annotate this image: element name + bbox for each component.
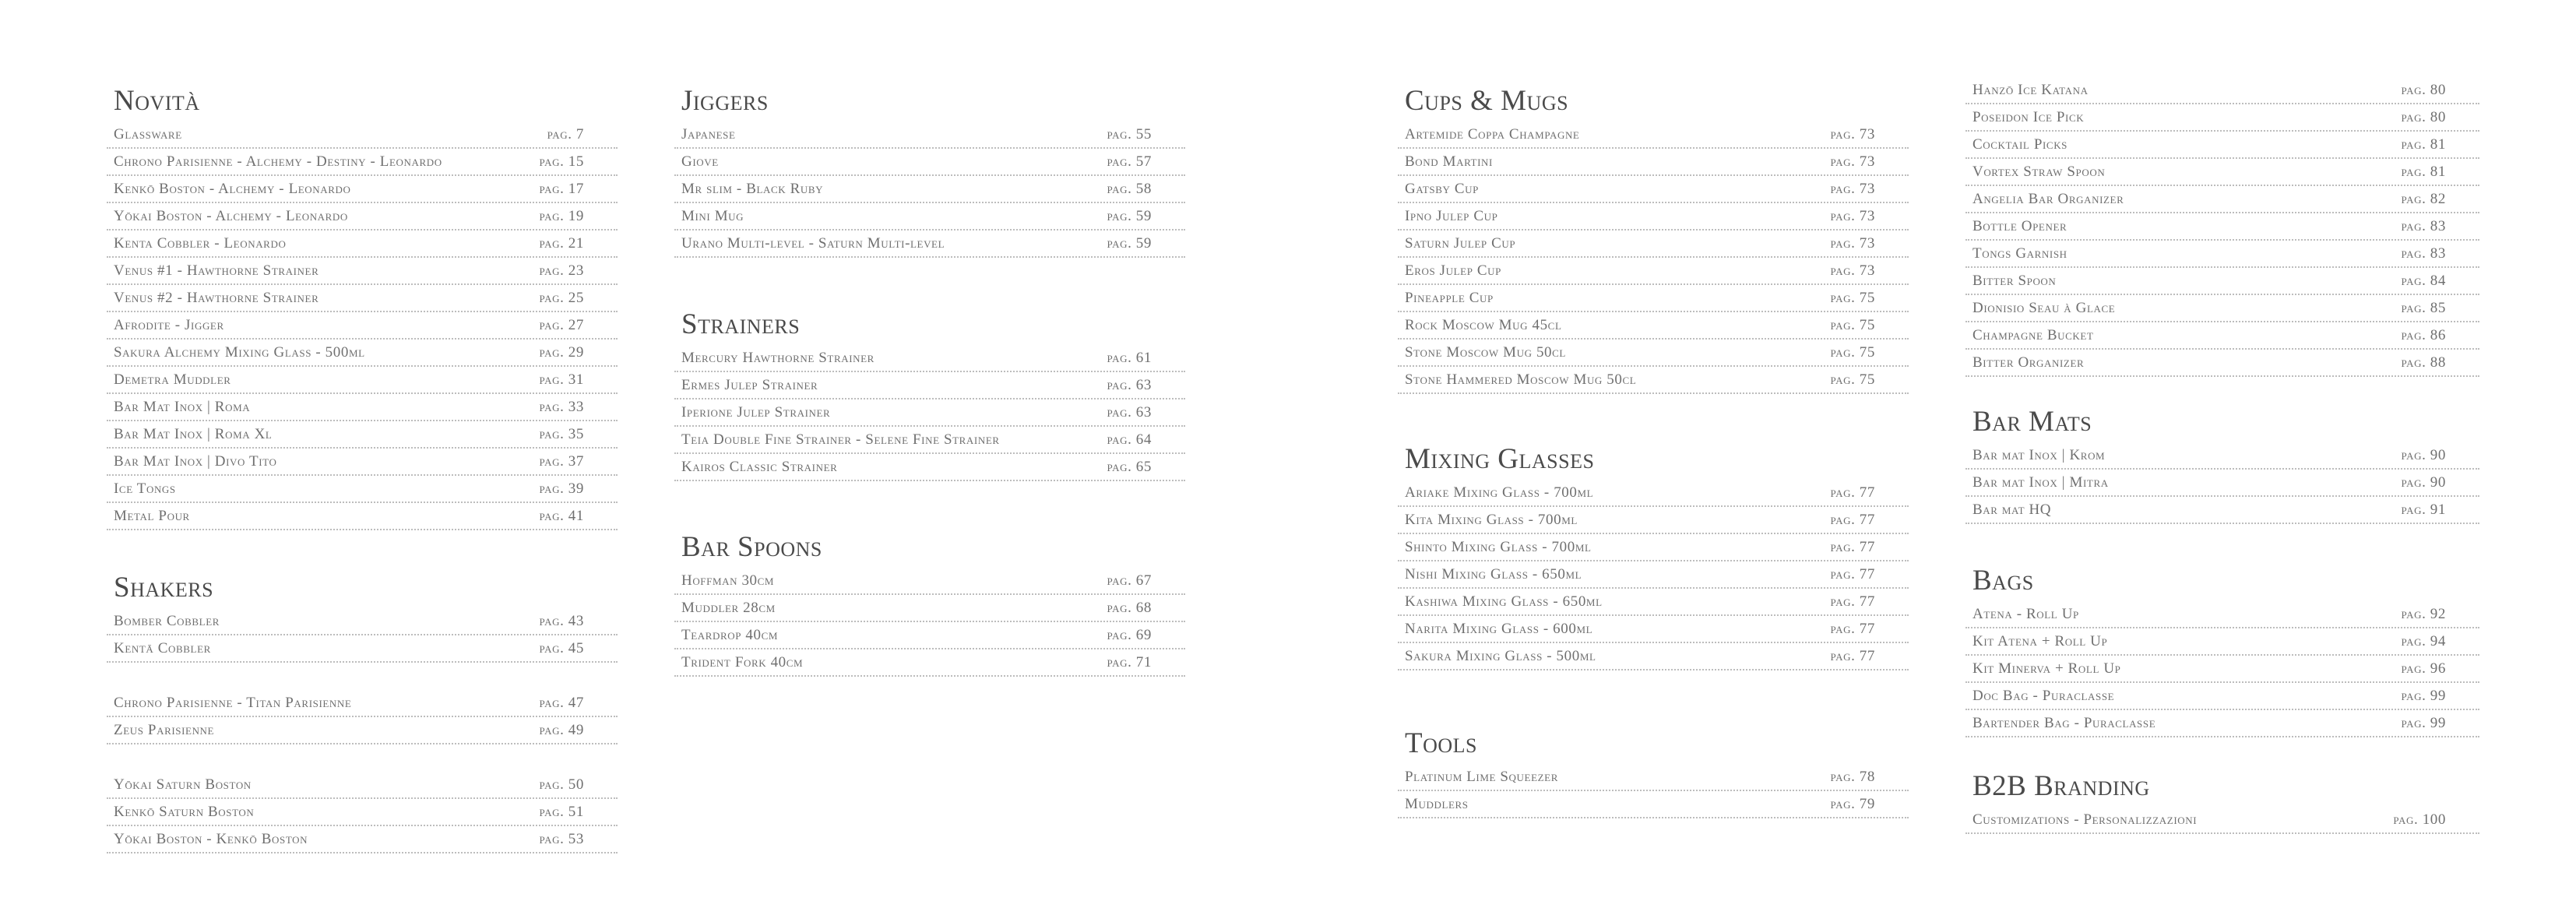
entry-name: Poseidon Ice Pick xyxy=(1972,109,2085,125)
entry-name: Yōkai Boston - Alchemy - Leonardo xyxy=(114,208,348,224)
index-entry xyxy=(1398,176,1909,203)
entry-name: Bar mat Inox | Krom xyxy=(1972,447,2106,463)
section-bar-spoons xyxy=(674,532,1185,677)
entry-page-number: pag. 59 xyxy=(1107,235,1152,252)
entry-name: Hoffman 30cm xyxy=(681,572,775,589)
entry-page-number: pag. 43 xyxy=(539,613,584,629)
entry-page-number: pag. 15 xyxy=(539,153,584,170)
index-entry xyxy=(1965,159,2479,186)
entry-page-number: pag. 49 xyxy=(539,722,584,738)
index-entry xyxy=(107,717,618,744)
entry-page-number: pag. 75 xyxy=(1830,317,1875,333)
entry-page-number: pag. 96 xyxy=(2401,660,2446,677)
entry-name: Kenta Cobbler - Leonardo xyxy=(114,235,287,252)
index-entry xyxy=(1398,285,1909,312)
section-bar-mats xyxy=(1965,406,2479,524)
entry-name: Zeus Parisienne xyxy=(114,722,215,738)
entry-page-number: pag. 88 xyxy=(2401,354,2446,371)
section-b2b-branding xyxy=(1965,771,2479,834)
entry-page-number: pag. 61 xyxy=(1107,350,1152,366)
index-entry xyxy=(1965,628,2479,656)
entry-name: Muddler 28cm xyxy=(681,600,776,616)
entry-page-number: pag. 57 xyxy=(1107,153,1152,170)
section-title: Tools xyxy=(1405,727,1477,759)
entry-page-number: pag. 78 xyxy=(1830,769,1875,785)
index-entry xyxy=(107,690,618,717)
index-entry xyxy=(107,258,618,285)
entry-name: Tongs Garnish xyxy=(1972,245,2067,262)
section-novita xyxy=(107,86,618,530)
entry-name: Pineapple Cup xyxy=(1405,290,1494,306)
index-entry xyxy=(107,449,618,476)
entry-name: Yōkai Saturn Boston xyxy=(114,776,252,793)
row-spacer xyxy=(107,744,618,772)
index-entry xyxy=(1965,213,2479,241)
entry-name: Narita Mixing Glass - 600ml xyxy=(1405,621,1593,637)
entry-name: Kairos Classic Strainer xyxy=(681,459,838,475)
index-entry xyxy=(107,826,618,853)
entry-name: Dionisio Seau à Glace xyxy=(1972,300,2116,316)
entry-page-number: pag. 58 xyxy=(1107,181,1152,197)
section-title: Cups & Mugs xyxy=(1405,85,1569,117)
entry-name: Sakura Alchemy Mixing Glass - 500ml xyxy=(114,344,365,361)
section-title: Bar Mats xyxy=(1972,406,2092,438)
index-entry xyxy=(1965,470,2479,497)
entry-page-number: pag. 84 xyxy=(2401,273,2446,289)
index-entry xyxy=(1398,480,1909,507)
entry-name: Chrono Parisienne - Titan Parisienne xyxy=(114,695,352,711)
entry-name: Urano Multi-level - Saturn Multi-level xyxy=(681,235,945,252)
entry-name: Glassware xyxy=(114,126,182,143)
index-entry xyxy=(107,608,618,635)
section-title: Shakers xyxy=(114,572,214,604)
index-entry xyxy=(1398,791,1909,818)
entry-name: Nishi Mixing Glass - 650ml xyxy=(1405,566,1582,582)
entry-page-number: pag. 81 xyxy=(2401,136,2446,153)
entry-name: Kashiwa Mixing Glass - 650ml xyxy=(1405,593,1603,610)
entry-page-number: pag. 64 xyxy=(1107,431,1152,448)
entry-name: Venus #2 - Hawthorne Strainer xyxy=(114,290,319,306)
entry-name: Sakura Mixing Glass - 500ml xyxy=(1405,648,1596,664)
entry-page-number: pag. 100 xyxy=(2393,811,2446,828)
entry-name: Mercury Hawthorne Strainer xyxy=(681,350,875,366)
entry-page-number: pag. 77 xyxy=(1830,621,1875,637)
index-entry xyxy=(1398,643,1909,670)
entry-page-number: pag. 99 xyxy=(2401,688,2446,704)
index-entry xyxy=(1965,350,2479,377)
entry-page-number: pag. 45 xyxy=(539,640,584,656)
entry-name: Ariake Mixing Glass - 700ml xyxy=(1405,484,1594,501)
entry-page-number: pag. 51 xyxy=(539,804,584,820)
entry-page-number: pag. 27 xyxy=(539,317,584,333)
index-entry xyxy=(107,635,618,663)
entry-page-number: pag. 99 xyxy=(2401,715,2446,731)
entry-name: Kenkō Saturn Boston xyxy=(114,804,255,820)
index-entry xyxy=(107,231,618,258)
index-entry xyxy=(1398,764,1909,791)
entry-name: Bar Mat Inox | Roma Xl xyxy=(114,426,273,442)
index-entry xyxy=(107,772,618,799)
section-title: Jiggers xyxy=(681,85,769,117)
entry-page-number: pag. 82 xyxy=(2401,191,2446,207)
entry-page-number: pag. 73 xyxy=(1830,262,1875,279)
index-entry xyxy=(107,367,618,394)
index-entry xyxy=(1398,589,1909,616)
index-entry xyxy=(1965,186,2479,213)
entry-name: Kentā Cobbler xyxy=(114,640,211,656)
entry-name: Japanese xyxy=(681,126,736,143)
index-entry xyxy=(1965,104,2479,132)
entry-name: Trident Fork 40cm xyxy=(681,654,804,670)
index-entry xyxy=(107,176,618,203)
index-entry xyxy=(107,394,618,421)
entry-page-number: pag. 81 xyxy=(2401,164,2446,180)
index-entry xyxy=(107,312,618,340)
index-entry xyxy=(107,799,618,826)
entry-page-number: pag. 71 xyxy=(1107,654,1152,670)
entry-name: Customizations - Personalizzazioni xyxy=(1972,811,2198,828)
index-entry xyxy=(1398,312,1909,340)
entry-page-number: pag. 77 xyxy=(1830,539,1875,555)
section-cups-mugs xyxy=(1398,86,1909,394)
index-entry xyxy=(107,285,618,312)
entry-name: Doc Bag - Puraclasse xyxy=(1972,688,2115,704)
index-entry xyxy=(107,503,618,530)
entry-page-number: pag. 77 xyxy=(1830,512,1875,528)
index-entry xyxy=(1398,121,1909,149)
entry-name: Chrono Parisienne - Alchemy - Destiny - Leonardo xyxy=(114,153,442,170)
entry-page-number: pag. 77 xyxy=(1830,484,1875,501)
entry-name: Teardrop 40cm xyxy=(681,627,779,643)
entry-page-number: pag. 33 xyxy=(539,399,584,415)
entry-name: Venus #1 - Hawthorne Strainer xyxy=(114,262,319,279)
index-entry xyxy=(1398,340,1909,367)
index-entry xyxy=(674,372,1185,399)
entry-name: Bitter Organizer xyxy=(1972,354,2085,371)
entry-page-number: pag. 91 xyxy=(2401,502,2446,518)
entry-name: Bar mat Inox | Mitra xyxy=(1972,474,2109,491)
entry-name: Bottle Opener xyxy=(1972,218,2067,234)
entry-page-number: pag. 80 xyxy=(2401,109,2446,125)
entry-page-number: pag. 79 xyxy=(1830,796,1875,812)
entry-page-number: pag. 75 xyxy=(1830,371,1875,388)
index-entry xyxy=(107,121,618,149)
entry-name: Cocktail Picks xyxy=(1972,136,2068,153)
index-entry xyxy=(1965,295,2479,322)
entry-page-number: pag. 73 xyxy=(1830,153,1875,170)
index-entry xyxy=(1965,497,2479,524)
index-entry xyxy=(107,203,618,231)
entry-name: Giove xyxy=(681,153,719,170)
entry-page-number: pag. 86 xyxy=(2401,327,2446,343)
entry-name: Shinto Mixing Glass - 700ml xyxy=(1405,539,1592,555)
entry-page-number: pag. 19 xyxy=(539,208,584,224)
entry-page-number: pag. 17 xyxy=(539,181,584,197)
entry-page-number: pag. 94 xyxy=(2401,633,2446,649)
entry-name: Yōkai Boston - Kenkō Boston xyxy=(114,831,308,847)
entry-name: Kit Minerva + Roll Up xyxy=(1972,660,2121,677)
entry-page-number: pag. 73 xyxy=(1830,181,1875,197)
entry-name: Mr slim - Black Ruby xyxy=(681,181,824,197)
index-entry xyxy=(674,622,1185,649)
entry-page-number: pag. 67 xyxy=(1107,572,1152,589)
index-entry xyxy=(674,231,1185,258)
entry-page-number: pag. 63 xyxy=(1107,404,1152,421)
index-entry xyxy=(1398,149,1909,176)
entry-name: Muddlers xyxy=(1405,796,1469,812)
index-entry xyxy=(107,476,618,503)
entry-page-number: pag. 85 xyxy=(2401,300,2446,316)
entry-page-number: pag. 50 xyxy=(539,776,584,793)
entry-name: Artemide Coppa Champagne xyxy=(1405,126,1580,143)
entry-page-number: pag. 68 xyxy=(1107,600,1152,616)
entry-name: Metal Pour xyxy=(114,508,190,524)
index-entry xyxy=(1398,203,1909,231)
entry-page-number: pag. 29 xyxy=(539,344,584,361)
index-entry xyxy=(1965,132,2479,159)
index-entry xyxy=(674,427,1185,454)
entry-name: Bond Martini xyxy=(1405,153,1493,170)
index-entry xyxy=(674,345,1185,372)
entry-page-number: pag. 21 xyxy=(539,235,584,252)
index-entry xyxy=(1398,507,1909,534)
section-shakers xyxy=(107,572,618,853)
entry-page-number: pag. 75 xyxy=(1830,290,1875,306)
entry-name: Mini Mug xyxy=(681,208,744,224)
entry-name: Platinum Lime Squeezer xyxy=(1405,769,1558,785)
entry-name: Saturn Julep Cup xyxy=(1405,235,1516,252)
index-entry xyxy=(1965,241,2479,268)
index-entry xyxy=(107,421,618,449)
entry-name: Hanzō Ice Katana xyxy=(1972,82,2089,98)
entry-name: Bar Mat Inox | Roma xyxy=(114,399,251,415)
entry-name: Stone Moscow Mug 50cl xyxy=(1405,344,1566,361)
section-tools xyxy=(1398,728,1909,818)
section-title: Bar Spoons xyxy=(681,531,822,563)
section-mixing-glasses xyxy=(1398,444,1909,670)
index-entry xyxy=(674,454,1185,481)
entry-page-number: pag. 73 xyxy=(1830,126,1875,143)
entry-page-number: pag. 63 xyxy=(1107,377,1152,393)
entry-page-number: pag. 75 xyxy=(1830,344,1875,361)
entry-name: Bar mat HQ xyxy=(1972,502,2052,518)
entry-page-number: pag. 37 xyxy=(539,453,584,470)
entry-name: Eros Julep Cup xyxy=(1405,262,1501,279)
entry-name: Bar Mat Inox | Divo Tito xyxy=(114,453,277,470)
entry-name: Ice Tongs xyxy=(114,480,176,497)
index-entry xyxy=(674,176,1185,203)
section-jiggers xyxy=(674,86,1185,258)
entry-page-number: pag. 80 xyxy=(2401,82,2446,98)
section-title: Mixing Glasses xyxy=(1405,443,1595,475)
entry-page-number: pag. 83 xyxy=(2401,218,2446,234)
entry-page-number: pag. 73 xyxy=(1830,235,1875,252)
index-entry xyxy=(1965,683,2479,710)
entry-name: Teia Double Fine Strainer - Selene Fine Strainer xyxy=(681,431,1000,448)
index-entry xyxy=(1398,534,1909,561)
entry-page-number: pag. 23 xyxy=(539,262,584,279)
index-entry xyxy=(1965,442,2479,470)
index-entry xyxy=(1965,656,2479,683)
section-bags xyxy=(1965,565,2479,737)
entry-name: Gatsby Cup xyxy=(1405,181,1479,197)
index-entry xyxy=(1398,367,1909,394)
section-col4-continued xyxy=(1965,77,2479,377)
entry-page-number: pag. 77 xyxy=(1830,566,1875,582)
index-entry xyxy=(1965,268,2479,295)
entry-name: Atena - Roll Up xyxy=(1972,606,2079,622)
index-entry xyxy=(1965,710,2479,737)
entry-name: Angelia Bar Organizer xyxy=(1972,191,2124,207)
section-title: Strainers xyxy=(681,308,801,340)
section-title: Bags xyxy=(1972,565,2034,597)
section-title: B2B Branding xyxy=(1972,770,2150,802)
index-entry xyxy=(1965,601,2479,628)
entry-name: Ermes Julep Strainer xyxy=(681,377,818,393)
index-entry xyxy=(1398,561,1909,589)
index-entry xyxy=(1398,231,1909,258)
index-entry xyxy=(107,149,618,176)
entry-page-number: pag. 31 xyxy=(539,371,584,388)
entry-page-number: pag. 55 xyxy=(1107,126,1152,143)
entry-name: Afrodite - Jigger xyxy=(114,317,224,333)
entry-name: Rock Moscow Mug 45cl xyxy=(1405,317,1562,333)
entry-name: Champagne Bucket xyxy=(1972,327,2094,343)
entry-page-number: pag. 83 xyxy=(2401,245,2446,262)
index-entry xyxy=(674,399,1185,427)
entry-page-number: pag. 92 xyxy=(2401,606,2446,622)
entry-name: Bomber Cobbler xyxy=(114,613,220,629)
section-strainers xyxy=(674,309,1185,481)
index-entry xyxy=(674,595,1185,622)
entry-page-number: pag. 41 xyxy=(539,508,584,524)
entry-page-number: pag. 77 xyxy=(1830,648,1875,664)
entry-name: Bitter Spoon xyxy=(1972,273,2057,289)
entry-page-number: pag. 47 xyxy=(539,695,584,711)
entry-page-number: pag. 35 xyxy=(539,426,584,442)
index-entry xyxy=(674,649,1185,677)
entry-name: Kenkō Boston - Alchemy - Leonardo xyxy=(114,181,351,197)
entry-page-number: pag. 65 xyxy=(1107,459,1152,475)
entry-page-number: pag. 25 xyxy=(539,290,584,306)
index-entry xyxy=(1965,322,2479,350)
index-entry xyxy=(674,203,1185,231)
entry-page-number: pag. 53 xyxy=(539,831,584,847)
entry-name: Kit Atena + Roll Up xyxy=(1972,633,2108,649)
row-spacer xyxy=(107,663,618,690)
entry-page-number: pag. 59 xyxy=(1107,208,1152,224)
entry-name: Ipno Julep Cup xyxy=(1405,208,1498,224)
entry-page-number: pag. 39 xyxy=(539,480,584,497)
index-entry xyxy=(674,568,1185,595)
index-entry xyxy=(1398,616,1909,643)
section-title: Novità xyxy=(114,85,200,117)
index-entry xyxy=(674,149,1185,176)
index-entry xyxy=(1965,807,2479,834)
entry-name: Stone Hammered Moscow Mug 50cl xyxy=(1405,371,1637,388)
entry-name: Kita Mixing Glass - 700ml xyxy=(1405,512,1578,528)
entry-page-number: pag. 90 xyxy=(2401,474,2446,491)
entry-name: Vortex Straw Spoon xyxy=(1972,164,2106,180)
entry-page-number: pag. 7 xyxy=(547,126,584,143)
entry-page-number: pag. 69 xyxy=(1107,627,1152,643)
index-entry xyxy=(1965,77,2479,104)
index-entry xyxy=(107,340,618,367)
entry-page-number: pag. 90 xyxy=(2401,447,2446,463)
entry-page-number: pag. 73 xyxy=(1830,208,1875,224)
entry-name: Bartender Bag - Puraclasse xyxy=(1972,715,2156,731)
index-entry xyxy=(674,121,1185,149)
index-entry xyxy=(1398,258,1909,285)
entry-page-number: pag. 77 xyxy=(1830,593,1875,610)
entry-name: Iperione Julep Strainer xyxy=(681,404,831,421)
entry-name: Demetra Muddler xyxy=(114,371,231,388)
